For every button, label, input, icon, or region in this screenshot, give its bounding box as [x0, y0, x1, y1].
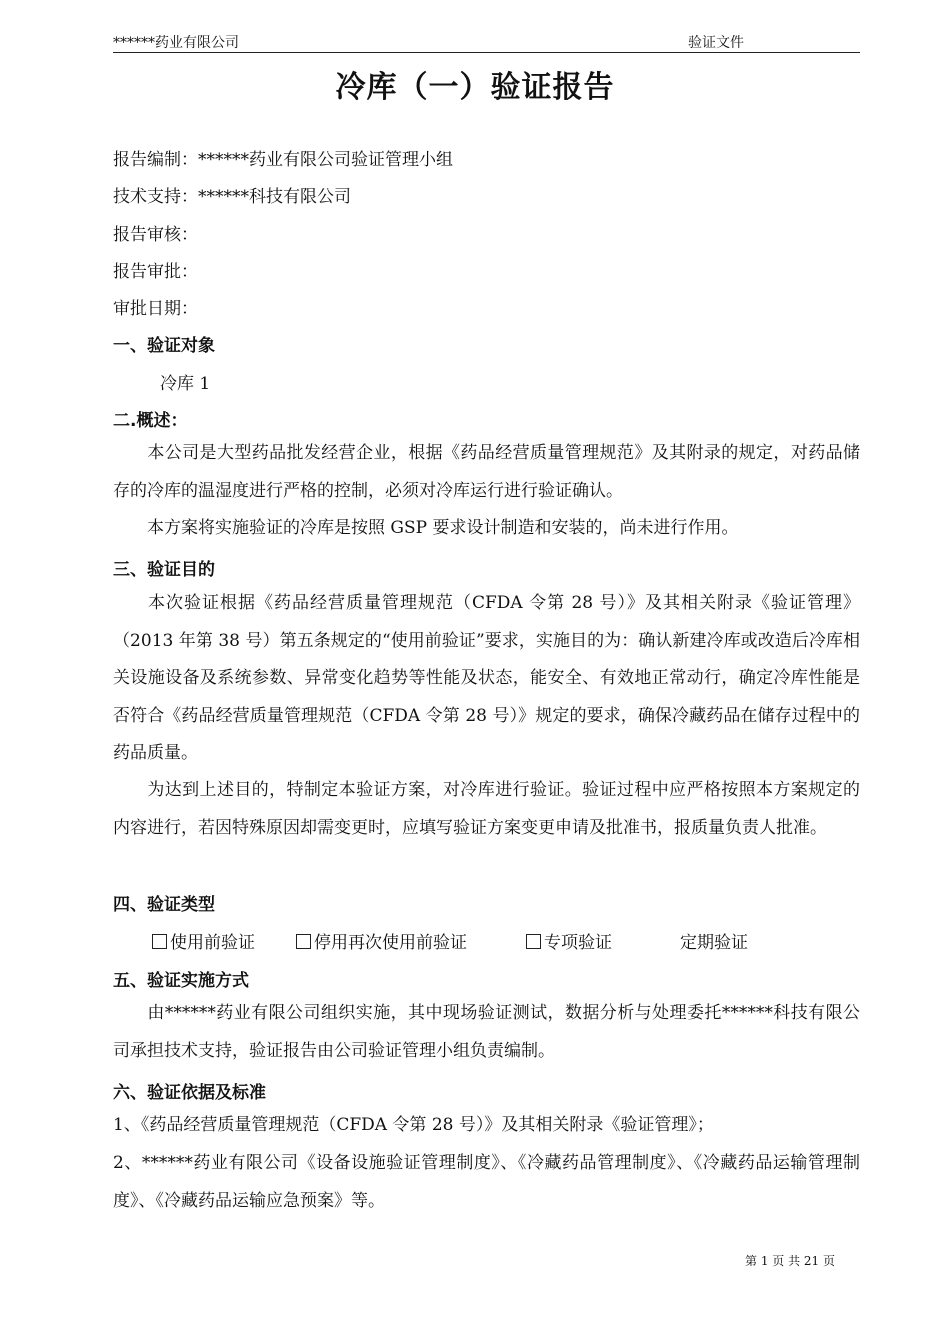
- section-3-paragraph-2: 为达到上述目的，特制定本验证方案，对冷库进行验证。验证过程中应严格按照本方案规定的内容进行，若因特殊原因却需变更时，应填写验证方案变更申请及批准书，报质量负责人批准。: [113, 780, 860, 838]
- section-2-paragraph-1: 本公司是大型药品批发经营企业，根据《药品经营质量管理规范》及其附录的规定，对药品储存的冷库的温湿度进行严格的控制，必须对冷库运行进行验证确认。: [113, 443, 860, 501]
- section-6-item-2: 2、******药业有限公司《设备设施验证管理制度》、《冷藏药品管理制度》、《冷藏药品运输管理制度》、《冷藏药品运输应急预案》等。: [113, 1153, 860, 1211]
- checkbox-icon[interactable]: [526, 934, 541, 949]
- option-pre-use[interactable]: 使用前验证: [152, 928, 255, 953]
- meta-approve: 报告审批：: [113, 262, 198, 282]
- option-special[interactable]: 专项验证: [526, 928, 612, 953]
- section-2-paragraph-2: 本方案将实施验证的冷库是按照 GSP 要求设计制造和安装的，尚未进行作用。: [147, 518, 739, 538]
- meta-support: 技术支持：******科技有限公司: [113, 187, 351, 207]
- section-1-heading: 一、验证对象: [113, 336, 215, 356]
- checkbox-icon[interactable]: [152, 934, 167, 949]
- section-6-heading: 六、验证依据及标准: [113, 1083, 266, 1103]
- section-5-heading: 五、验证实施方式: [113, 971, 249, 991]
- section-1-body: 冷库 1: [160, 374, 211, 394]
- header-doc-type: 验证文件: [688, 35, 744, 51]
- section-3-heading: 三、验证目的: [113, 560, 215, 580]
- option-restart[interactable]: 停用再次使用前验证: [296, 928, 467, 953]
- section-6-item-1: 1、《药品经营质量管理规范（CFDA 令第 28 号）》及其相关附录《验证管理》；: [113, 1115, 714, 1135]
- meta-review: 报告审核：: [113, 225, 198, 245]
- option-periodic[interactable]: 定期验证: [680, 933, 748, 953]
- page-number: 第 1 页 共 21 页: [745, 1254, 835, 1268]
- section-2-heading: 二.概述：: [113, 411, 188, 431]
- section-5-paragraph-1: 由******药业有限公司组织实施，其中现场验证测试，数据分析与处理委托******科技有限公司承担技术支持，验证报告由公司验证管理小组负责编制。: [113, 1003, 860, 1061]
- meta-compiler: 报告编制：******药业有限公司验证管理小组: [113, 150, 453, 170]
- meta-date: 审批日期：: [113, 299, 198, 319]
- checkbox-icon[interactable]: [296, 934, 311, 949]
- document-title: 冷库（一）验证报告: [335, 70, 615, 105]
- page-header: [113, 30, 860, 53]
- section-3-paragraph-1: 本次验证根据《药品经营质量管理规范（CFDA 令第 28 号）》及其相关附录《验证管理》（2013 年第 38 号）第五条规定的“使用前验证”要求，实施目的为：确认新建冷库或改造后冷库相关设施设备及系统参数、异常变化趋势等性能及状态，能安全、有效地正常动行，确定冷库性能是否符合《药品经营质量管理规范（CFDA 令第 28 号）》规定的要求，确保冷藏药品在储存过程中的药品质量。: [113, 593, 860, 763]
- section-4-heading: 四、验证类型: [113, 895, 215, 915]
- header-company: ******药业有限公司: [113, 35, 239, 51]
